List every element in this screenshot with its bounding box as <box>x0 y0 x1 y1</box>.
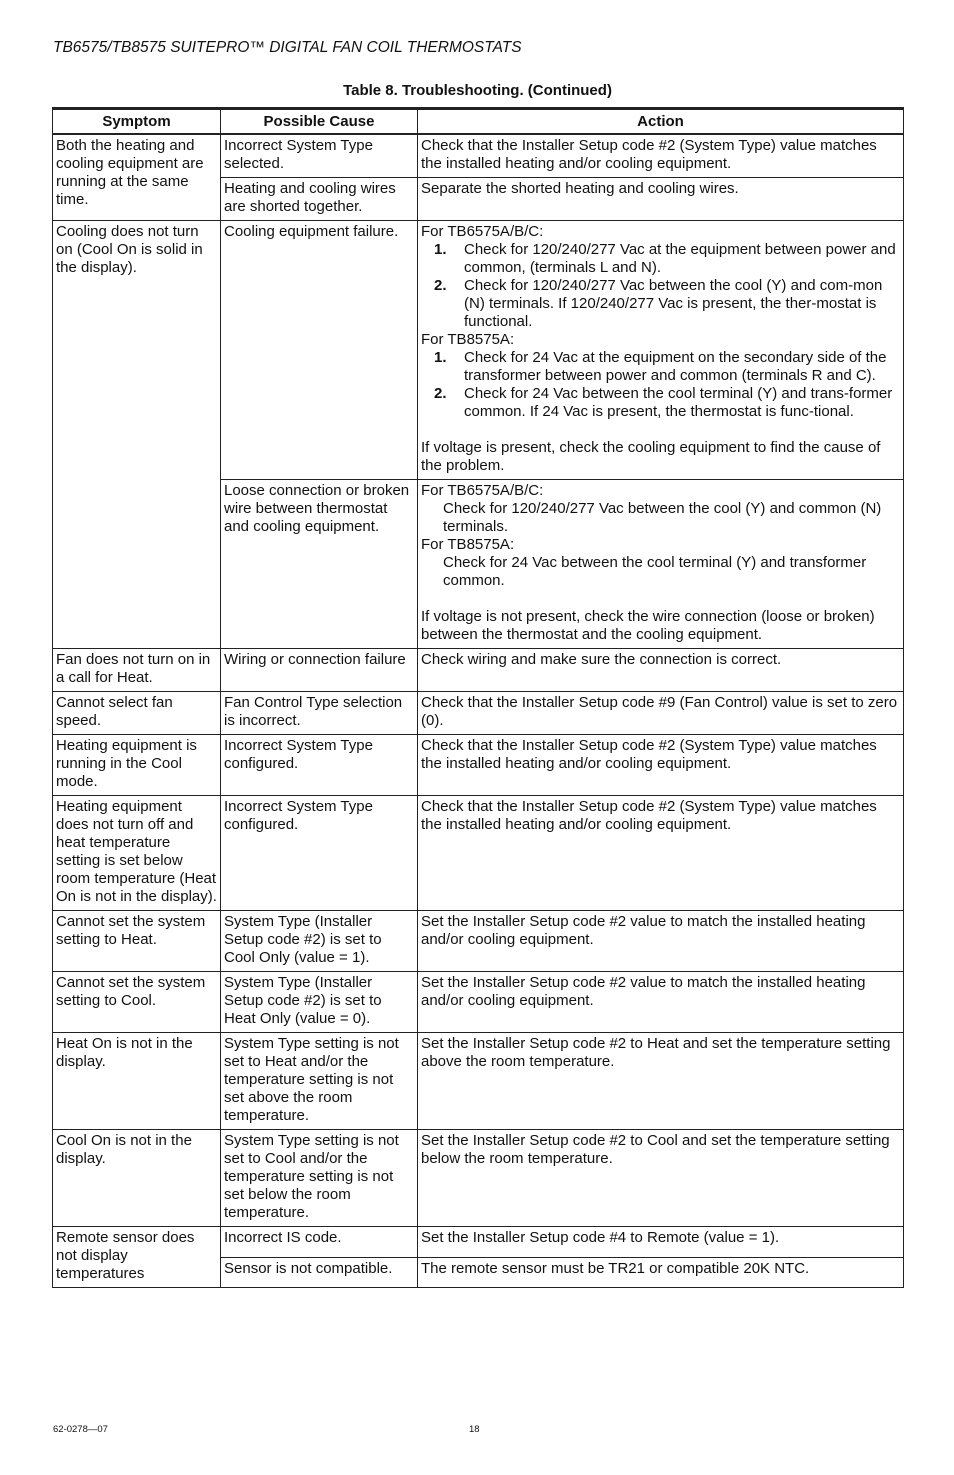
model-heading: For TB6575A/B/C: <box>421 482 544 499</box>
step-number: 2. <box>434 385 447 402</box>
step-text: Check for 120/240/277 Vac at the equipment between power and common, (terminals L and N). <box>464 241 896 276</box>
cause-cell: Incorrect System Type configured. <box>221 796 418 911</box>
model-heading: For TB6575A/B/C: <box>421 223 544 240</box>
action-note: If voltage is present, check the cooling equipment to find the cause of the problem. <box>421 439 881 474</box>
cause-cell: Heating and cooling wires are shorted together. <box>221 178 418 221</box>
action-cell: Set the Installer Setup code #2 to Cool and set the temperature setting below the room temperature. <box>418 1130 904 1227</box>
action-cell: Check that the Installer Setup code #9 (Fan Control) value is set to zero (0). <box>418 692 904 735</box>
cause-cell: System Type setting is not set to Cool and/or the temperature setting is not set below the room temperature. <box>221 1130 418 1227</box>
spacer <box>421 421 900 439</box>
step-number: 1. <box>434 349 447 366</box>
symptom-cell: Cool On is not in the display. <box>53 1130 221 1227</box>
symptom-cell: Cooling does not turn on (Cool On is solid in the display). <box>53 221 221 649</box>
step-text: Check for 24 Vac between the cool terminal (Y) and transformer common. <box>443 554 867 589</box>
table-row <box>53 972 904 1033</box>
action-cell: Separate the shorted heating and cooling wires. <box>418 178 904 221</box>
table-caption: Table 8. Troubleshooting. (Continued) <box>343 82 612 99</box>
troubleshooting-table <box>52 107 904 1288</box>
numbered-step <box>421 349 900 385</box>
symptom-cell: Heating equipment does not turn off and heat temperature setting is set below room temperature (Heat On is not in the display). <box>53 796 221 911</box>
table-row <box>53 1227 904 1258</box>
cause-cell: Loose connection or broken wire between thermostat and cooling equipment. <box>221 480 418 649</box>
step-number: 2. <box>434 277 447 294</box>
cause-cell: System Type (Installer Setup code #2) is set to Cool Only (value = 1). <box>221 911 418 972</box>
column-header-action: Action <box>418 109 904 135</box>
table-row <box>53 221 904 480</box>
cause-cell: Sensor is not compatible. <box>221 1257 418 1288</box>
action-cell: Set the Installer Setup code #2 to Heat and set the temperature setting above the room temperature. <box>418 1033 904 1130</box>
cause-cell: Incorrect IS code. <box>221 1227 418 1258</box>
table-row <box>53 134 904 178</box>
running-header: TB6575/TB8575 SUITEPRO™ DIGITAL FAN COIL THERMOSTATS <box>53 39 522 56</box>
symptom-cell: Fan does not turn on in a call for Heat. <box>53 649 221 692</box>
step-number: 1. <box>434 241 447 258</box>
action-cell: The remote sensor must be TR21 or compatible 20K NTC. <box>418 1257 904 1288</box>
numbered-step <box>421 385 900 421</box>
model-heading: For TB8575A: <box>421 536 515 553</box>
action-cell: Check wiring and make sure the connection is correct. <box>418 649 904 692</box>
symptom-cell: Cannot select fan speed. <box>53 692 221 735</box>
action-cell <box>418 221 904 480</box>
cause-cell: Fan Control Type selection is incorrect. <box>221 692 418 735</box>
column-header-cause: Possible Cause <box>221 109 418 135</box>
symptom-cell: Cannot set the system setting to Heat. <box>53 911 221 972</box>
table-row <box>53 1130 904 1227</box>
step-text: Check for 120/240/277 Vac between the cool (Y) and common (N) terminals. <box>443 500 882 535</box>
cause-cell: System Type (Installer Setup code #2) is set to Heat Only (value = 0). <box>221 972 418 1033</box>
step-text: Check for 120/240/277 Vac between the cool (Y) and com-mon (N) terminals. If 120/240/277 Vac is present, the ther-mostat is functional. <box>464 277 883 330</box>
action-cell: Check that the Installer Setup code #2 (System Type) value matches the installed heating and/or cooling equipment. <box>418 796 904 911</box>
model-heading: For TB8575A: <box>421 331 515 348</box>
numbered-step <box>421 241 900 277</box>
table-row <box>53 911 904 972</box>
action-cell <box>418 480 904 649</box>
page-number: 18 <box>469 1424 480 1435</box>
action-cell: Check that the Installer Setup code #2 (System Type) value matches the installed heating and/or cooling equipment. <box>418 134 904 178</box>
action-cell: Set the Installer Setup code #2 value to match the installed heating and/or cooling equipment. <box>418 972 904 1033</box>
action-note: If voltage is not present, check the wire connection (loose or broken) between the thermostat and the cooling equipment. <box>421 608 875 643</box>
table-row <box>53 796 904 911</box>
cause-cell: System Type setting is not set to Heat and/or the temperature setting is not set above the room temperature. <box>221 1033 418 1130</box>
table-row <box>53 692 904 735</box>
table-row <box>53 1033 904 1130</box>
action-cell: Set the Installer Setup code #4 to Remote (value = 1). <box>418 1227 904 1258</box>
document-number: 62-0278—07 <box>53 1424 108 1435</box>
cause-cell: Incorrect System Type selected. <box>221 134 418 178</box>
cause-cell: Wiring or connection failure <box>221 649 418 692</box>
action-cell: Set the Installer Setup code #2 value to match the installed heating and/or cooling equipment. <box>418 911 904 972</box>
action-cell: Check that the Installer Setup code #2 (System Type) value matches the installed heating and/or cooling equipment. <box>418 735 904 796</box>
symptom-cell: Heat On is not in the display. <box>53 1033 221 1130</box>
table-row <box>53 649 904 692</box>
symptom-cell: Both the heating and cooling equipment are running at the same time. <box>53 134 221 221</box>
step-text: Check for 24 Vac at the equipment on the secondary side of the transformer between power and common (terminals R and C). <box>464 349 887 384</box>
symptom-cell: Cannot set the system setting to Cool. <box>53 972 221 1033</box>
table-row <box>53 735 904 796</box>
cause-cell: Cooling equipment failure. <box>221 221 418 480</box>
symptom-cell: Remote sensor does not display temperatures <box>53 1227 221 1288</box>
column-header-symptom: Symptom <box>53 109 221 135</box>
symptom-cell: Heating equipment is running in the Cool mode. <box>53 735 221 796</box>
spacer <box>421 590 900 608</box>
table-header-row <box>53 109 904 135</box>
numbered-step <box>421 277 900 331</box>
cause-cell: Incorrect System Type configured. <box>221 735 418 796</box>
step-text: Check for 24 Vac between the cool terminal (Y) and trans-former common. If 24 Vac is present, the thermostat is func-tional. <box>464 385 893 420</box>
